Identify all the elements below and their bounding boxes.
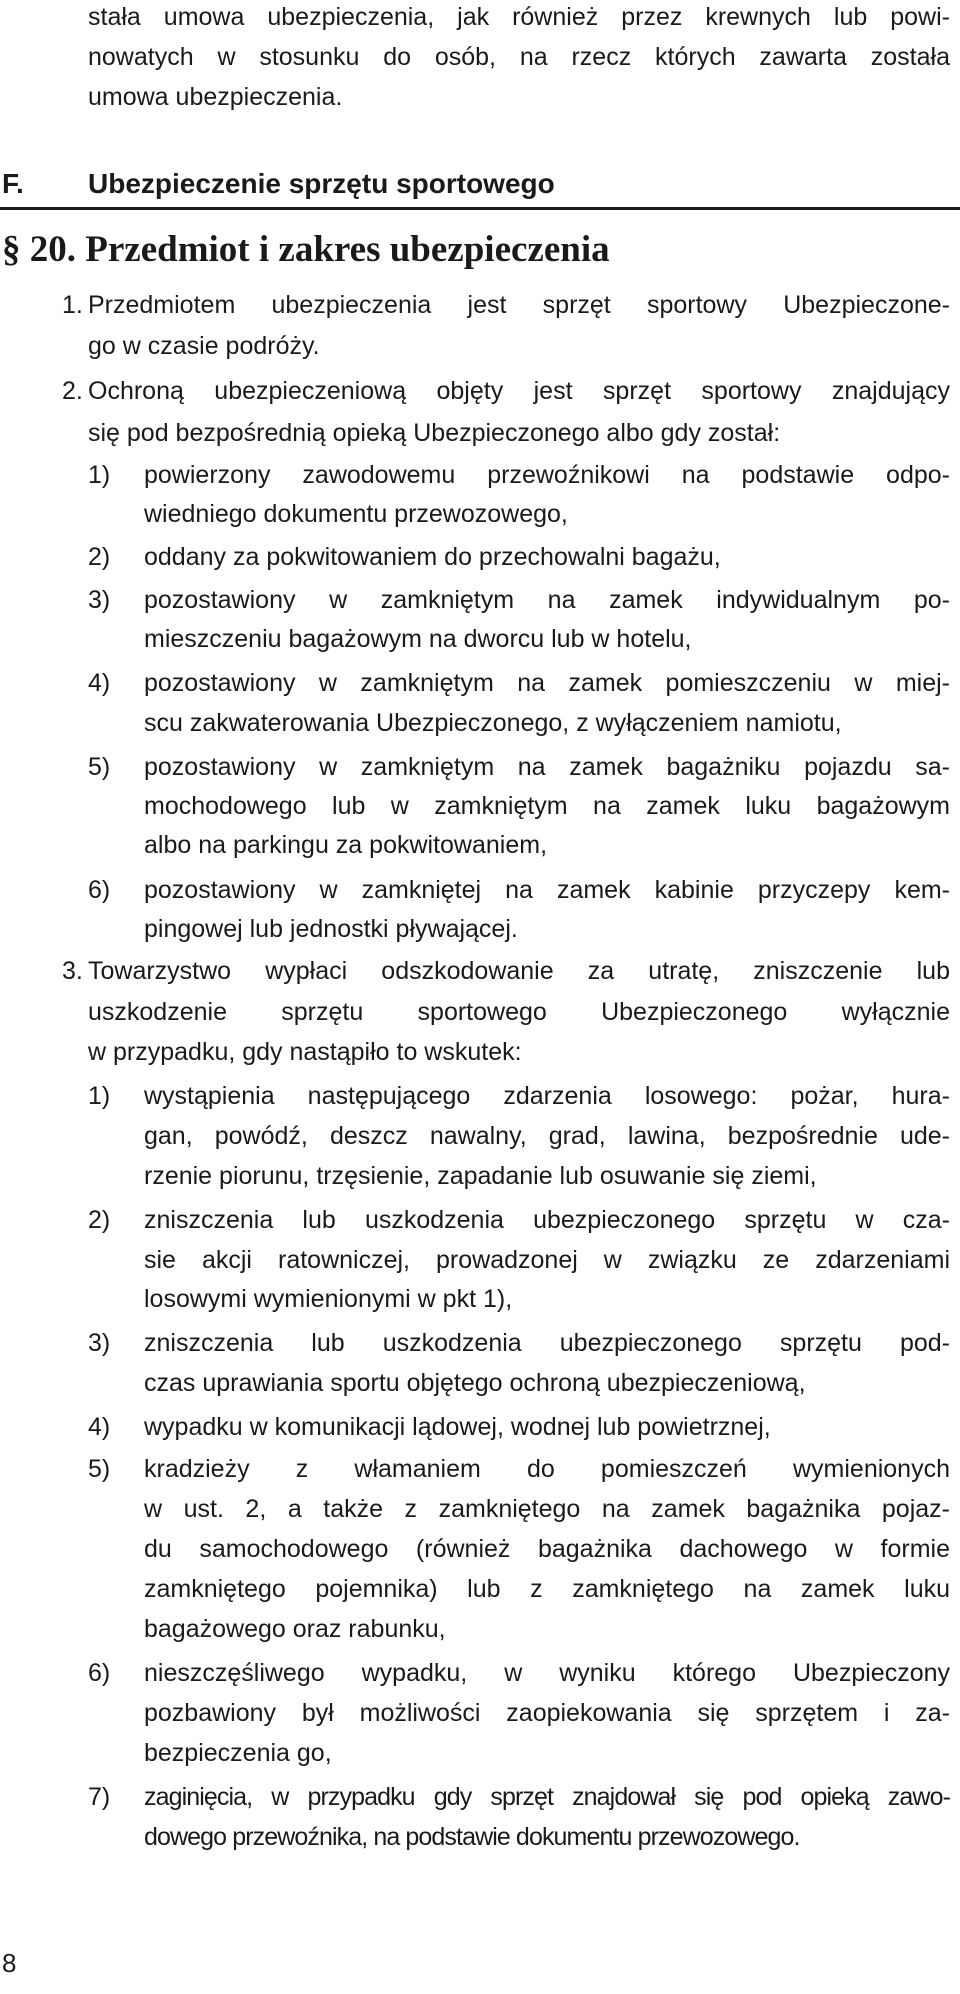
subitem-line: zniszczenia lub uszkodzenia ubezpieczonego sprzętu w cza- (144, 1206, 950, 1234)
subitem-line: zaginięcia, w przypadku gdy sprzęt znajdował się pod opieką zawo- (144, 1783, 950, 1811)
subitem-line: albo na parkingu za pokwitowaniem, (144, 831, 548, 859)
subitem-line: wiedniego dokumentu przewozowego, (144, 500, 568, 528)
subitem-line: pozbawiony był możliwości zaopiekowania się sprzętem i za- (144, 1699, 950, 1727)
item-line: Przedmiotem ubezpieczenia jest sprzęt sportowy Ubezpieczone- (88, 291, 950, 319)
intro-line: umowa ubezpieczenia. (88, 83, 343, 111)
subitem-number: 4) (88, 1413, 111, 1441)
section-divider (0, 207, 960, 210)
item-number: 1. (62, 291, 83, 319)
subitem-line: pingowej lub jednostki pływającej. (144, 915, 518, 943)
subitem-line: pozostawiony w zamkniętym na zamek bagażniku pojazdu sa- (144, 753, 950, 781)
page-number: 8 (2, 1948, 17, 1978)
subitem-number: 1) (88, 461, 111, 489)
subitem-line: losowymi wymienionymi w pkt 1), (144, 1285, 513, 1313)
subitem-line: nieszczęśliwego wypadku, w wyniku którego Ubezpieczony (144, 1659, 950, 1687)
subitem-line: mieszczeniu bagażowym na dworcu lub w hotelu, (144, 625, 692, 653)
subitem-number: 6) (88, 1659, 111, 1687)
item-number: 3. (62, 957, 83, 985)
subitem-number: 6) (88, 876, 111, 904)
subitem-line: powierzony zawodowemu przewoźnikowi na podstawie odpo- (144, 461, 950, 489)
item-line: się pod bezpośrednią opieką Ubezpieczonego albo gdy został: (88, 419, 781, 447)
subitem-line: pozostawiony w zamkniętej na zamek kabinie przyczepy kem- (144, 876, 950, 904)
subitem-line: du samochodowego (również bagażnika dachowego w formie (144, 1535, 950, 1563)
subitem-line: pozostawiony w zamkniętym na zamek indywidualnym po- (144, 586, 950, 614)
subitem-line: pozostawiony w zamkniętym na zamek pomieszczeniu w miej- (144, 669, 950, 697)
subitem-line: gan, powódź, deszcz nawalny, grad, lawina, bezpośrednie ude- (144, 1122, 950, 1150)
subitem-number: 2) (88, 1206, 111, 1234)
subitem-number: 5) (88, 1455, 111, 1483)
subitem-line: zniszczenia lub uszkodzenia ubezpieczonego sprzętu pod- (144, 1329, 950, 1357)
subitem-line: kradzieży z włamaniem do pomieszczeń wymienionych (144, 1455, 950, 1483)
intro-line: stała umowa ubezpieczenia, jak również przez krewnych lub powi- (88, 3, 950, 31)
paragraph-title: § 20. Przedmiot i zakres ubezpieczenia (2, 229, 610, 270)
subitem-line: zamkniętego pojemnika) lub z zamkniętego na zamek luku (144, 1575, 950, 1603)
item-line: w przypadku, gdy nastąpiło to wskutek: (88, 1038, 522, 1066)
subitem-line: wystąpienia następującego zdarzenia losowego: pożar, hura- (144, 1082, 950, 1110)
section-title: Ubezpieczenie sprzętu sportowego (88, 168, 555, 199)
subitem-line: dowego przewoźnika, na podstawie dokumentu przewozowego. (144, 1823, 800, 1851)
subitem-number: 4) (88, 669, 111, 697)
subitem-line: wypadku w komunikacji lądowej, wodnej lub powietrznej, (144, 1413, 771, 1441)
subitem-number: 5) (88, 753, 111, 781)
item-number: 2. (62, 377, 83, 405)
intro-line: nowatych w stosunku do osób, na rzecz których zawarta została (88, 43, 950, 71)
item-line: Towarzystwo wypłaci odszkodowanie za utratę, zniszczenie lub (88, 957, 950, 985)
subitem-line: bezpieczenia go, (144, 1739, 332, 1767)
item-line: Ochroną ubezpieczeniową objęty jest sprzęt sportowy znajdujący (88, 377, 950, 405)
section-letter: F. (2, 168, 24, 199)
subitem-line: oddany za pokwitowaniem do przechowalni bagażu, (144, 543, 721, 571)
subitem-number: 3) (88, 1329, 111, 1357)
subitem-line: scu zakwaterowania Ubezpieczonego, z wyłączeniem namiotu, (144, 709, 842, 737)
subitem-line: w ust. 2, a także z zamkniętego na zamek bagażnika pojaz- (144, 1495, 950, 1523)
subitem-line: bagażowego oraz rabunku, (144, 1615, 446, 1643)
subitem-line: sie akcji ratowniczej, prowadzonej w związku ze zdarzeniami (144, 1246, 950, 1274)
subitem-number: 7) (88, 1783, 111, 1811)
subitem-number: 1) (88, 1082, 111, 1110)
item-line: go w czasie podróży. (88, 332, 320, 360)
subitem-number: 2) (88, 543, 111, 571)
item-line: uszkodzenie sprzętu sportowego Ubezpieczonego wyłącznie (88, 998, 950, 1026)
subitem-number: 3) (88, 586, 111, 614)
subitem-line: czas uprawiania sportu objętego ochroną ubezpieczeniową, (144, 1369, 806, 1397)
subitem-line: mochodowego lub w zamkniętym na zamek luku bagażowym (144, 792, 950, 820)
subitem-line: rzenie piorunu, trzęsienie, zapadanie lub osuwanie się ziemi, (144, 1162, 817, 1190)
